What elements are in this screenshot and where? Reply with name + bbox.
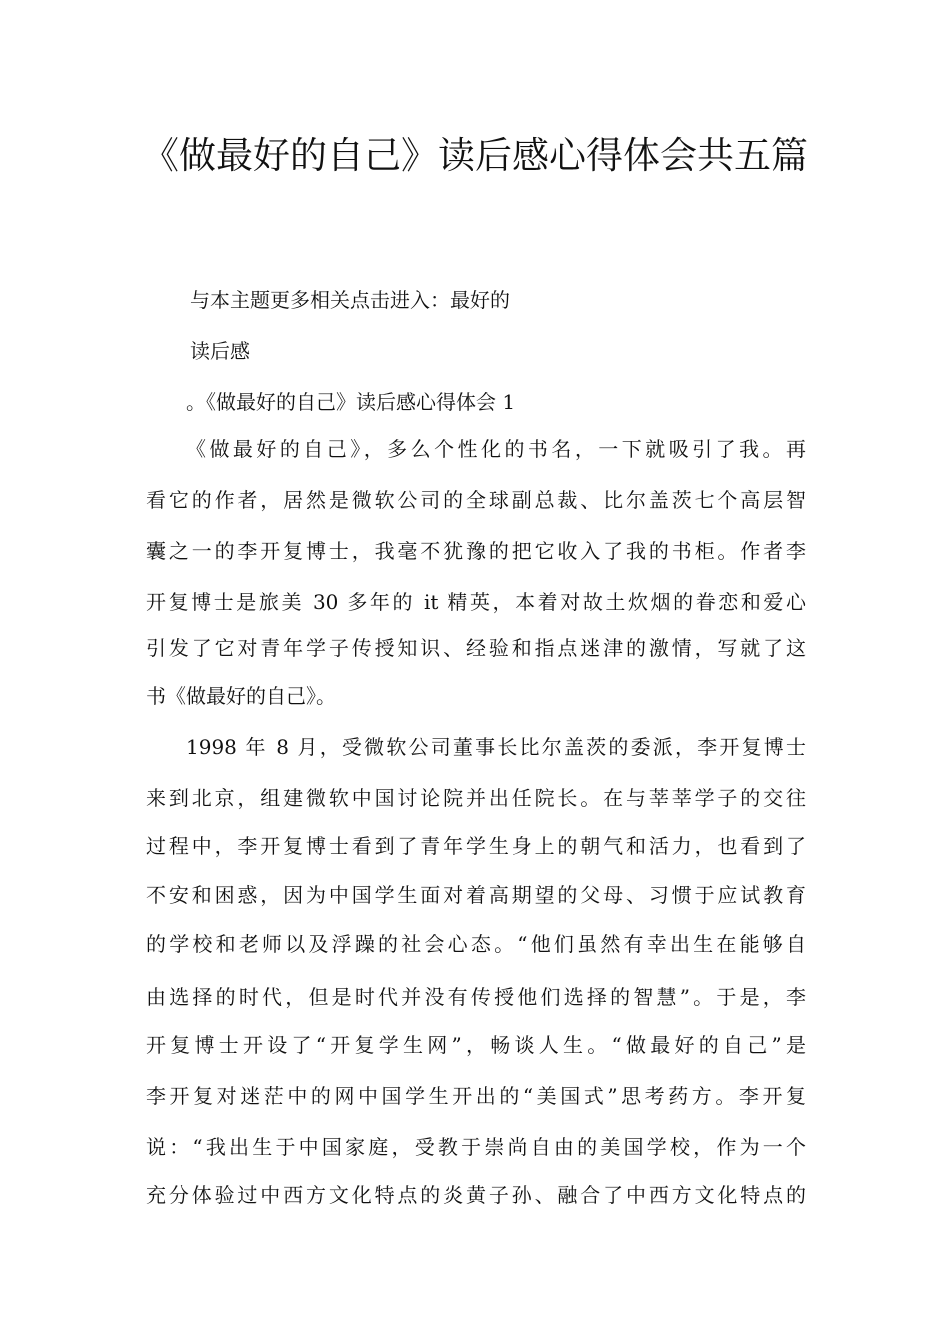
paragraph-2-line-4: 不安和困惑，因为中国学生面对着高期望的父母、习惯于应试教育 [146, 883, 806, 907]
paragraph-1-line-4: 开复博士是旅美 30 多年的 it 精英，本着对故土炊烟的眷恋和爱心 [146, 590, 806, 614]
paragraph-2-line-9: 说：“我出生于中国家庭，受教于崇尚自由的美国学校，作为一个 [146, 1135, 806, 1159]
paragraph-2-line-7: 开复博士开设了“开复学生网”，畅谈人生。“做最好的自己”是 [146, 1033, 806, 1057]
paragraph-2-line-8: 李开复对迷茫中的网中国学生开出的“美国式”思考药方。李开复 [146, 1084, 806, 1108]
intro-line-reading-notes: 读后感 [190, 339, 250, 363]
paragraph-2-line-1: 1998 年 8 月，受微软公司董事长比尔盖茨的委派，李开复博士 [186, 735, 806, 759]
intro-line-related-topics: 与本主题更多相关点击进入：最好的 [190, 288, 510, 312]
paragraph-2-line-6: 由选择的时代，但是时代并没有传授他们选择的智慧”。于是，李 [146, 985, 806, 1009]
paragraph-1-line-2: 看它的作者，居然是微软公司的全球副总裁、比尔盖茨七个高层智 [146, 488, 806, 512]
paragraph-2-line-5: 的学校和老师以及浮躁的社会心态。“他们虽然有幸出生在能够自 [146, 932, 806, 956]
document-title: 《做最好的自己》读后感心得体会共五篇 [142, 134, 808, 177]
section-heading-1: 。《做最好的自己》读后感心得体会 1 [186, 390, 516, 414]
paragraph-2-line-2: 来到北京，组建微软中国讨论院并出任院长。在与莘莘学子的交往 [146, 786, 806, 810]
paragraph-1-line-5: 引发了它对青年学子传授知识、经验和指点迷津的激情，写就了这 [146, 636, 806, 660]
paragraph-2-line-10: 充分体验过中西方文化特点的炎黄子孙、融合了中西方文化特点的 [146, 1183, 806, 1207]
paragraph-2-line-3: 过程中，李开复博士看到了青年学生身上的朝气和活力，也看到了 [146, 834, 806, 858]
paragraph-1-line-1: 《做最好的自己》，多么个性化的书名，一下就吸引了我。再 [186, 437, 806, 461]
paragraph-1-line-6: 书《做最好的自己》。 [146, 684, 336, 708]
paragraph-1-line-3: 囊之一的李开复博士，我毫不犹豫的把它收入了我的书柜。作者李 [146, 539, 806, 563]
